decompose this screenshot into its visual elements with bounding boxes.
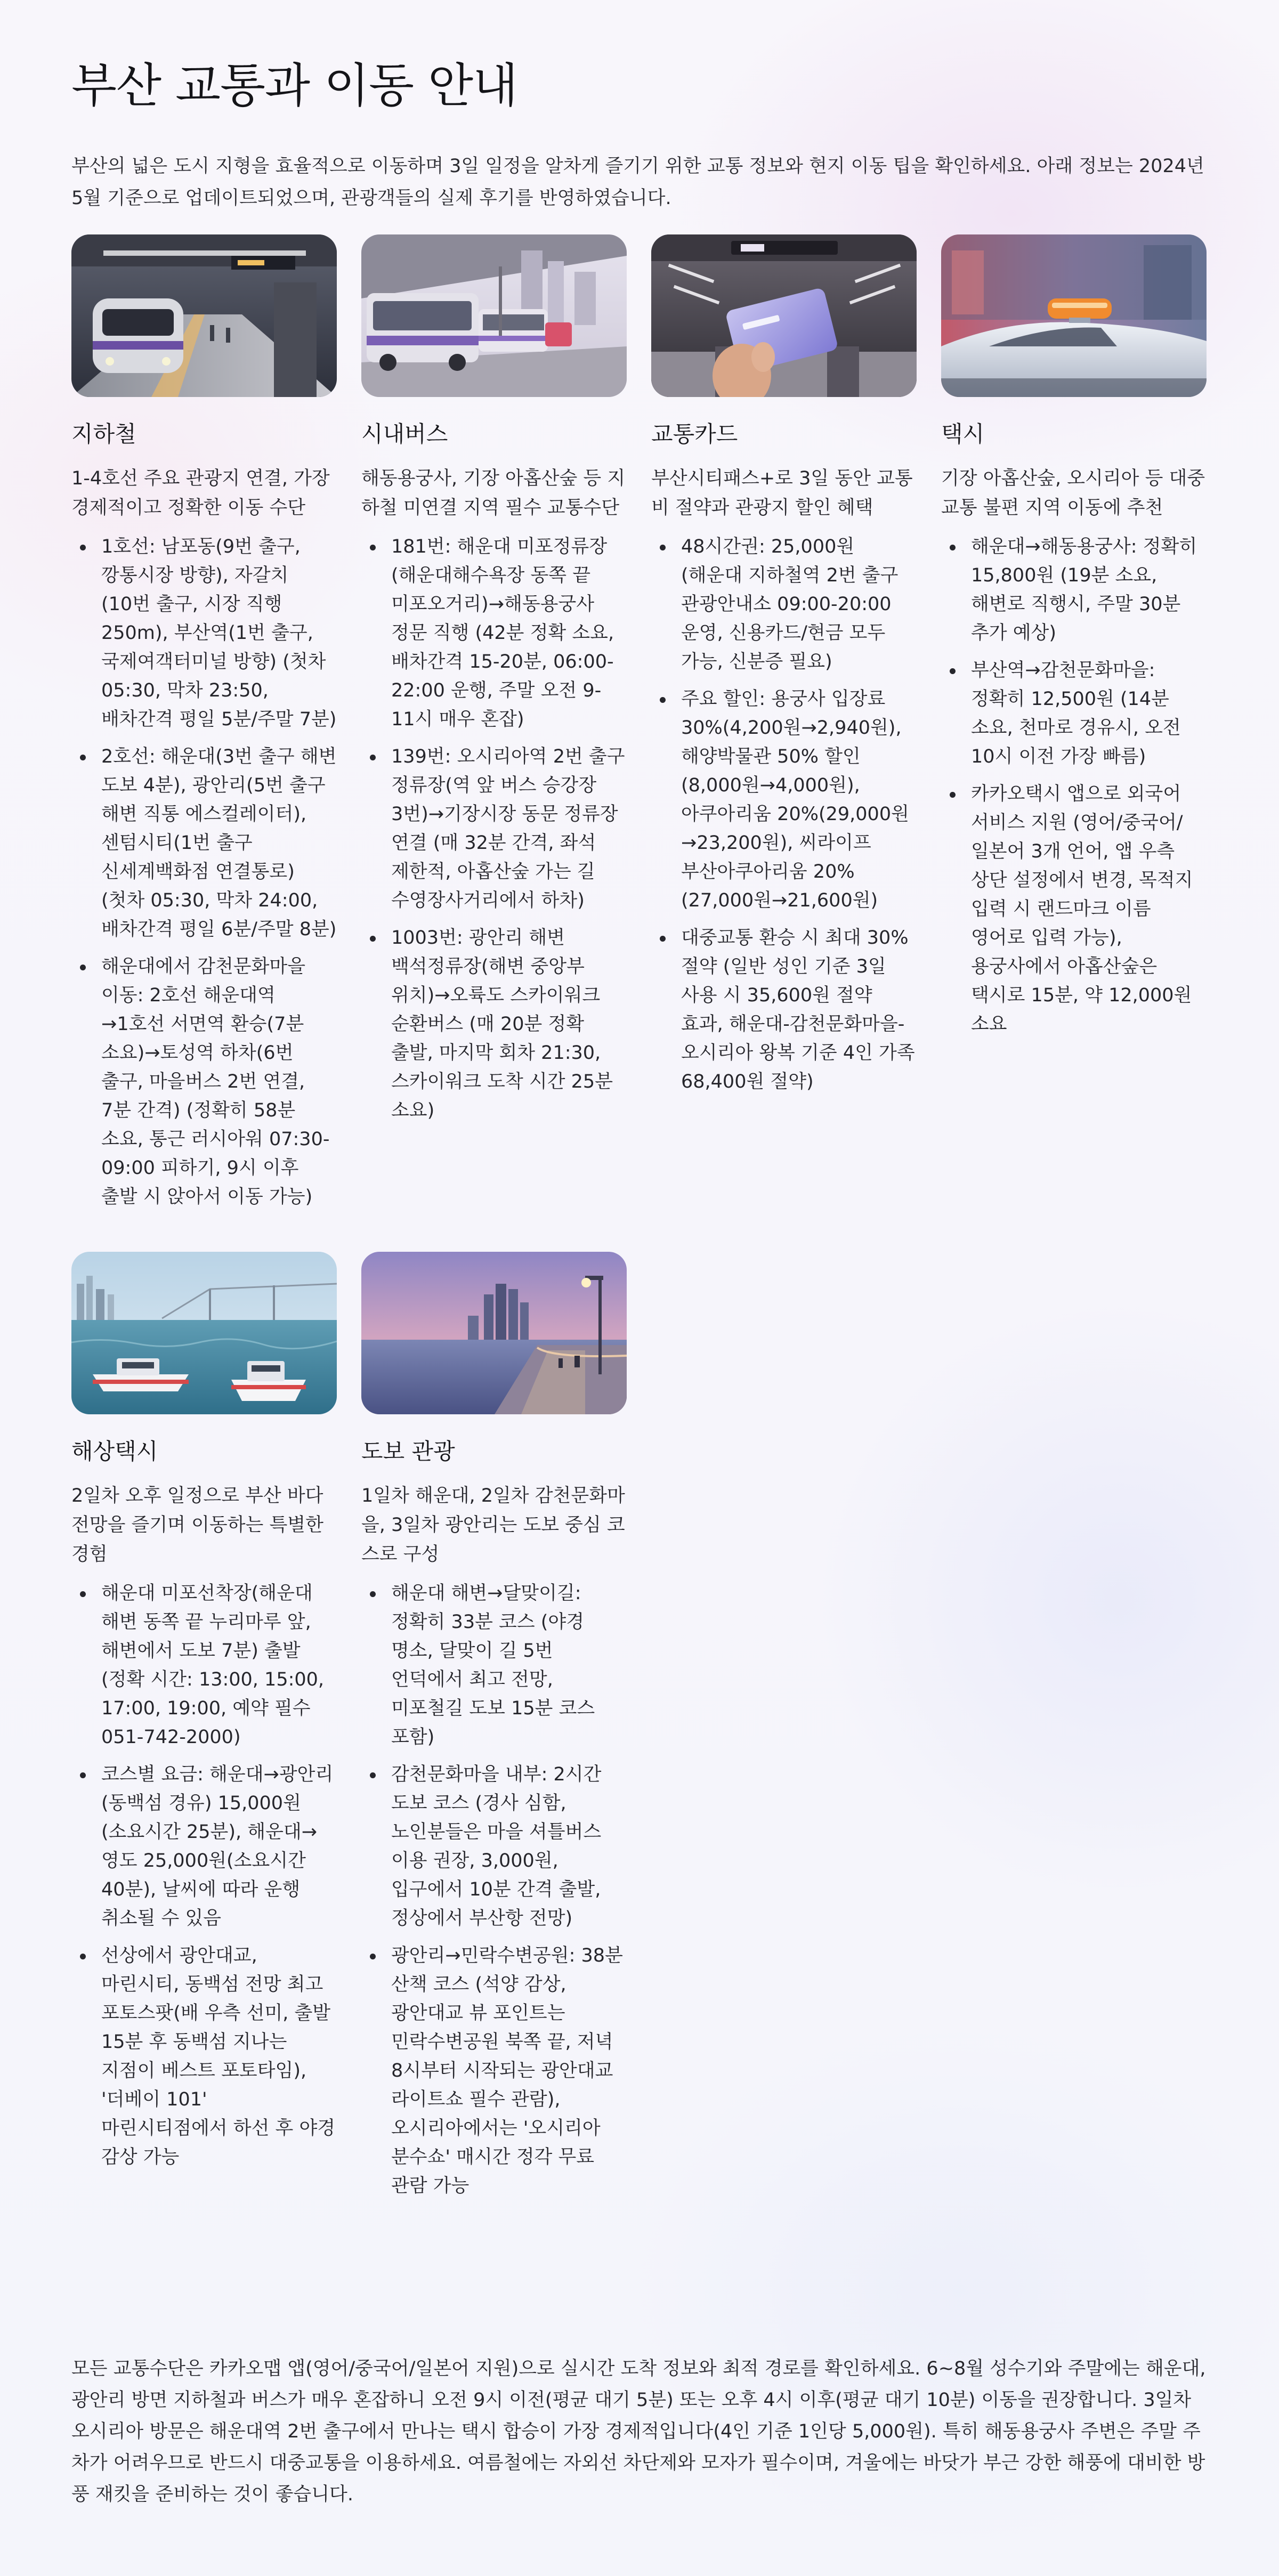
card-sea-taxi bbox=[71, 1252, 337, 2180]
sea-taxi-photo bbox=[71, 1252, 337, 1414]
list-item: 181번: 해운대 미포정류장(해운대해수욕장 동쪽 끝 미포오거리)→해동용궁사 정문 직행 (42분 정확 소요, 배차간격 15-20분, 06:00-22:00 운행, 주말 오전 9-11시 매우 혼잡) bbox=[391, 532, 627, 734]
card-description: 1일차 해운대, 2일차 감천문화마을, 3일차 광안리는 도보 중심 코스로 구성 bbox=[361, 1485, 625, 1565]
list-item: 48시간권: 25,000원 (해운대 지하철역 2번 출구 관광안내소 09:00-20:00 운영, 신용카드/현금 모두 가능, 신분증 필요) bbox=[681, 532, 917, 676]
list-item: 1호선: 남포동(9번 출구, 깡통시장 방향), 자갈치(10번 출구, 시장 직행 250m), 부산역(1번 출구, 국제여객터미널 방향) (첫차 05:30, 막차 23:50, 배차간격 평일 5분/주말 7분) bbox=[101, 532, 337, 734]
card-title: 시내버스 bbox=[361, 421, 448, 447]
list-item: 2호선: 해운대(3번 출구 해변 도보 4분), 광안리(5번 출구 해변 직통 에스컬레이터), 센텀시티(1번 출구 신세계백화점 연결통로) (첫차 05:30, 막차 24:00, 배차간격 평일 6분/주말 8분) bbox=[101, 742, 337, 944]
page-title: 부산 교통과 이동 안내 bbox=[71, 58, 517, 113]
detail-list bbox=[651, 532, 917, 1096]
list-item: 1003번: 광안리 해변 백석정류장(해변 중앙부 위치)→오륙도 스카이워크 순환버스 (매 20분 정확 출발, 마지막 회차 21:30, 스카이워크 도착 시간 25분 소요) bbox=[391, 924, 627, 1125]
list-item: 선상에서 광안대교, 마린시티, 동백섬 전망 최고 포토스팟(배 우측 선미, 출발 15분 후 동백섬 지나는 지점이 베스트 포토타임), '더베이 101' 마린시티점에서 하선 후 야경 감상 가능 bbox=[101, 1941, 337, 2172]
list-item: 코스별 요금: 해운대→광안리(동백섬 경유) 15,000원(소요시간 25분), 해운대→영도 25,000원(소요시간 40분), 날씨에 따라 운행 취소될 수 있음 bbox=[101, 1760, 337, 1933]
detail-list bbox=[71, 1579, 337, 2172]
list-item: 카카오택시 앱으로 외국어 서비스 지원 (영어/중국어/일본어 3개 언어, 앱 우측 상단 설정에서 변경, 목적지 입력 시 랜드마크 이름 영어로 입력 가능), 용궁사에서 아홉산숲은 택시로 15분, 약 12,000원 소요 bbox=[971, 780, 1207, 1039]
card-description: 해동용궁사, 기장 아홉산숲 등 지하철 미연결 지역 필수 교통수단 bbox=[361, 468, 626, 519]
card-city-bus bbox=[361, 234, 627, 1133]
list-item: 주요 할인: 용궁사 입장료 30%(4,200원→2,940원), 해양박물관 50% 할인(8,000원→4,000원), 아쿠아리움 20%(29,000원→23,200원), 씨라이프 부산아쿠아리움 20%(27,000원→21,600원) bbox=[681, 685, 917, 915]
card-title: 교통카드 bbox=[651, 421, 738, 447]
subway-photo bbox=[71, 234, 337, 397]
intro-paragraph: 부산의 넓은 도시 지형을 효율적으로 이동하며 3일 일정을 알차게 즐기기 위한 교통 정보와 현지 이동 팁을 확인하세요. 아래 정보는 2024년 5월 기준으로 업데이트되었으며, 관광객들의 실제 후기를 반영하였습니다. bbox=[71, 156, 1204, 209]
list-item: 해운대→해동용궁사: 정확히 15,800원 (19분 소요, 해변로 직행시, 주말 30분 추가 예상) bbox=[971, 532, 1207, 647]
card-title: 택시 bbox=[941, 421, 985, 447]
list-item: 해운대 해변→달맞이길: 정확히 33분 코스 (야경 명소, 달맞이 길 5번 언덕에서 최고 전망, 미포철길 도보 15분 코스 포함) bbox=[391, 1579, 627, 1752]
list-item: 139번: 오시리아역 2번 출구 정류장(역 앞 버스 승강장 3번)→기장시장 동문 정류장 연결 (매 32분 간격, 좌석 제한적, 아홉산숲 가는 길 수영장사거리에서 하차) bbox=[391, 742, 627, 915]
card-description: 기장 아홉산숲, 오시리아 등 대중교통 불편 지역 이동에 추천 bbox=[941, 468, 1205, 519]
footer-note: 모든 교통수단은 카카오맵 앱(영어/중국어/일본어 지원)으로 실시간 도착 정보와 최적 경로를 확인하세요. 6~8월 성수기와 주말에는 해운대, 광안리 방면 지하철과 버스가 매우 혼잡하니 오전 9시 이전(평균 대기 5분) 또는 오후 4시 이후(평균 대기 10분) 이동을 권장합니다. 3일차 오시리아 방문은 해운대역 2번 출구에서 만나는 택시 합승이 가장 경제적입니다(4인 기준 1인당 5,000원). 특히 해동용궁사 주변은 주말 주차가 어려우므로 반드시 대중교통을 이용하세요. 여름철에는 자외선 차단제와 모자가 필수이며, 겨울에는 바닷가 부근 강한 해풍에 대비한 방풍 재킷을 준비하는 것이 좋습니다. bbox=[71, 2358, 1206, 2505]
detail-list bbox=[361, 532, 627, 1125]
page-content bbox=[71, 51, 1208, 2209]
card-description: 부산시티패스+로 3일 동안 교통비 절약과 관광지 할인 혜택 bbox=[651, 468, 913, 519]
card-transit-card bbox=[651, 234, 917, 1105]
card-walking-tour bbox=[361, 1252, 627, 2209]
list-item: 감천문화마을 내부: 2시간 도보 코스 (경사 심함, 노인분들은 마을 셔틀버스 이용 권장, 3,000원, 입구에서 10분 간격 출발, 정상에서 부산항 전망) bbox=[391, 1760, 627, 1933]
card-description: 1-4호선 주요 관광지 연결, 가장 경제적이고 정확한 이동 수단 bbox=[71, 468, 330, 519]
card-title: 해상택시 bbox=[71, 1438, 158, 1464]
list-item: 부산역→감천문화마을: 정확히 12,500원 (14분 소요, 천마로 경유시, 오전 10시 이전 가장 빠름) bbox=[971, 656, 1207, 771]
card-title: 도보 관광 bbox=[361, 1438, 455, 1464]
list-item: 광안리→민락수변공원: 38분 산책 코스 (석양 감상, 광안대교 뷰 포인트는 민락수변공원 북쪽 끝, 저녁 8시부터 시작되는 광안대교 라이트쇼 필수 관람), 오시리아에서는 '오시리아 분수쇼' 매시간 정각 무료 관람 가능 bbox=[391, 1941, 627, 2200]
detail-list bbox=[941, 532, 1207, 1039]
list-item: 대중교통 환승 시 최대 30% 절약 (일반 성인 기준 3일 사용 시 35,600원 절약 효과, 해운대-감천문화마을-오시리아 왕복 기준 4인 가족 68,400원 절약) bbox=[681, 924, 917, 1096]
list-item: 해운대에서 감천문화마을 이동: 2호선 해운대역→1호선 서면역 환승(7분 소요)→토성역 하차(6번 출구, 마을버스 2번 연결, 7분 간격) (정확히 58분 소요, 통근 러시아워 07:30-09:00 피하기, 9시 이후 출발 시 앉아서 이동 가능) bbox=[101, 952, 337, 1211]
detail-list bbox=[361, 1579, 627, 2200]
card-subway bbox=[71, 234, 337, 1220]
card-title: 지하철 bbox=[71, 421, 136, 447]
walking-tour-photo bbox=[361, 1252, 627, 1414]
card-taxi bbox=[941, 234, 1207, 1047]
detail-list bbox=[71, 532, 337, 1211]
bus-photo bbox=[361, 234, 627, 397]
transport-grid bbox=[71, 234, 1208, 2209]
transit-card-photo bbox=[651, 234, 917, 397]
card-description: 2일차 오후 일정으로 부산 바다 전망을 즐기며 이동하는 특별한 경험 bbox=[71, 1485, 323, 1565]
taxi-photo bbox=[941, 234, 1207, 397]
list-item: 해운대 미포선착장(해운대 해변 동쪽 끝 누리마루 앞, 해변에서 도보 7분) 출발 (정확 시간: 13:00, 15:00, 17:00, 19:00, 예약 필수 051-742-2000) bbox=[101, 1579, 337, 1752]
